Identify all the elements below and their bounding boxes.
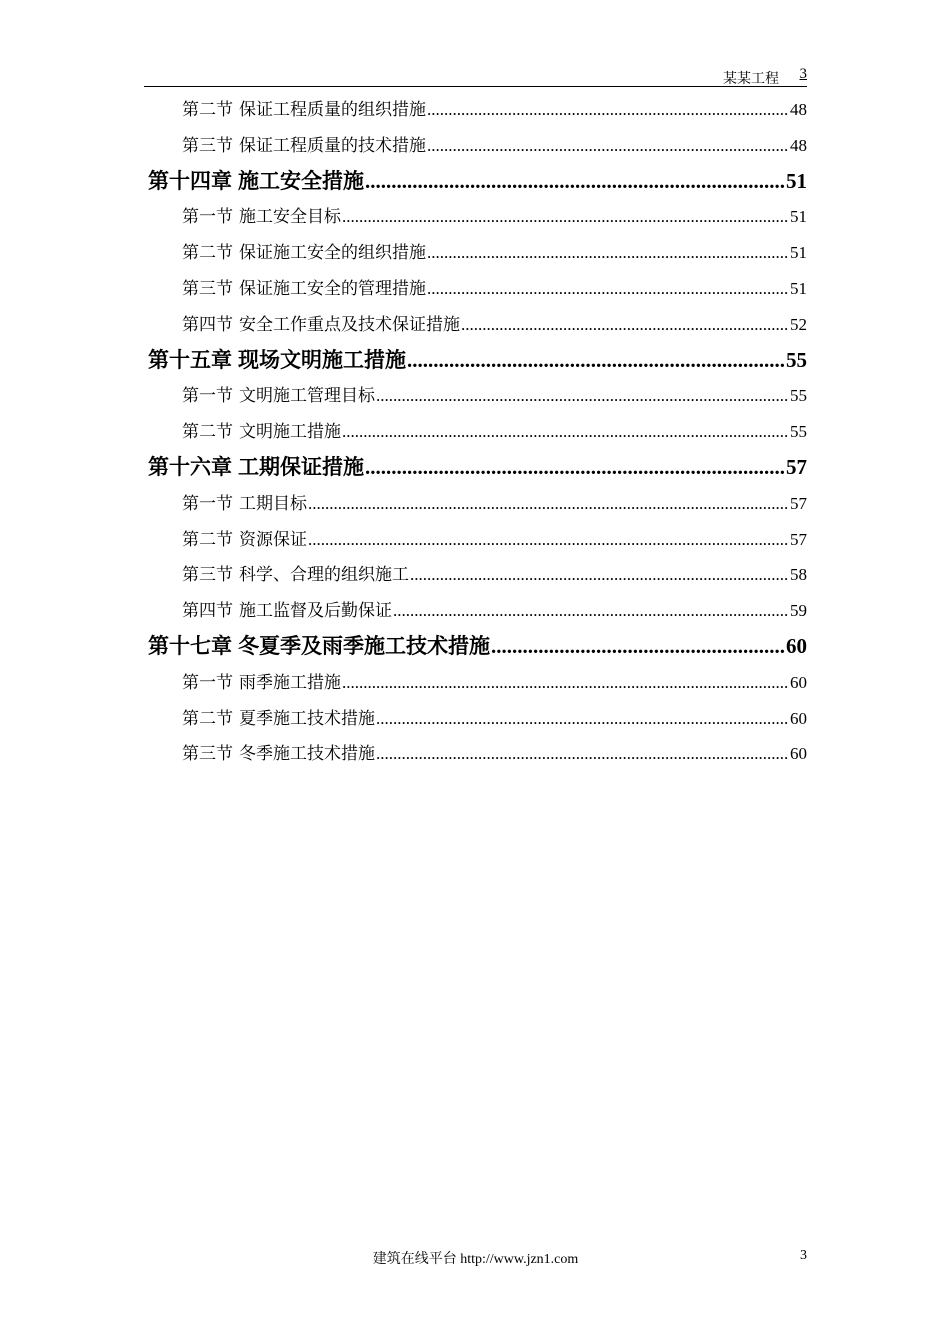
toc-entry-page: 60 (790, 672, 807, 692)
toc-section-entry[interactable] (144, 378, 807, 414)
toc-entry-number: 第十四章 (148, 168, 232, 193)
table-of-contents (144, 92, 807, 772)
toc-dot-leader (342, 199, 789, 235)
toc-entry-page: 55 (786, 347, 807, 372)
toc-section-entry[interactable] (144, 414, 807, 450)
toc-entry-page: 58 (790, 565, 807, 585)
toc-dot-leader (491, 629, 785, 665)
toc-dot-leader (342, 414, 789, 450)
toc-entry-label (178, 199, 341, 235)
toc-entry-number: 第四节 (182, 314, 233, 334)
toc-dot-leader (461, 307, 789, 343)
toc-entry-number: 第二节 (182, 529, 233, 549)
toc-entry-label (178, 557, 409, 593)
toc-entry-page: 52 (790, 314, 807, 334)
toc-entry-title: 保证施工安全的管理措施 (239, 278, 426, 298)
toc-dot-leader (376, 378, 789, 414)
toc-entry-page: 60 (790, 708, 807, 728)
toc-entry-number: 第二节 (182, 243, 233, 263)
toc-chapter-entry[interactable] (144, 629, 807, 665)
toc-entry-label (178, 92, 426, 128)
toc-entry-page: 51 (786, 168, 807, 193)
toc-entry-title: 保证工程质量的组织措施 (239, 100, 426, 119)
toc-entry-title: 资源保证 (239, 529, 307, 549)
toc-entry-page: 57 (786, 454, 807, 479)
toc-entry-number: 第十五章 (148, 347, 232, 372)
toc-dot-leader (308, 486, 789, 522)
toc-section-entry[interactable] (144, 522, 807, 558)
toc-entry-page: 48 (790, 135, 807, 155)
toc-dot-leader (376, 701, 789, 737)
toc-dot-leader (308, 522, 789, 558)
toc-dot-leader (427, 92, 789, 128)
toc-entry-title: 施工安全目标 (239, 207, 341, 227)
toc-entry-title: 施工监督及后勤保证 (239, 601, 392, 621)
toc-entry-title: 安全工作重点及技术保证措施 (239, 314, 460, 334)
toc-chapter-entry[interactable] (144, 343, 807, 379)
toc-entry-number: 第一节 (182, 386, 233, 406)
toc-section-entry[interactable] (144, 271, 807, 307)
toc-entry-title: 冬季施工技术措施 (239, 744, 375, 764)
toc-section-entry[interactable] (144, 557, 807, 593)
toc-entry-title: 工期目标 (239, 493, 307, 513)
toc-entry-number: 第三节 (182, 565, 233, 585)
toc-entry-label (144, 450, 364, 486)
header-page-number: 3 (799, 66, 807, 82)
footer-text: 建筑在线平台 http://www.jzn1.com (372, 1252, 579, 1267)
toc-chapter-entry[interactable] (144, 450, 807, 486)
toc-section-entry[interactable] (144, 128, 807, 164)
toc-entry-title: 保证工程质量的技术措施 (239, 135, 426, 155)
toc-entry-number: 第三节 (182, 278, 233, 298)
toc-entry-page: 57 (790, 529, 807, 549)
toc-entry-title: 雨季施工措施 (239, 672, 341, 692)
toc-entry-title: 文明施工管理目标 (239, 386, 375, 406)
toc-entry-title: 科学、合理的组织施工 (239, 565, 409, 585)
toc-entry-number: 第一节 (182, 672, 233, 692)
toc-section-entry[interactable] (144, 307, 807, 343)
toc-entry-title: 施工安全措施 (238, 168, 364, 193)
toc-section-entry[interactable] (144, 701, 807, 737)
toc-section-entry[interactable] (144, 665, 807, 701)
toc-entry-label (178, 128, 426, 164)
toc-dot-leader (427, 128, 789, 164)
toc-section-entry[interactable] (144, 92, 807, 128)
toc-entry-label (178, 307, 460, 343)
toc-dot-leader (427, 235, 789, 271)
toc-entry-number: 第十六章 (148, 454, 232, 479)
toc-entry-label (144, 629, 490, 665)
toc-dot-leader (410, 557, 789, 593)
toc-entry-number: 第一节 (182, 207, 233, 227)
toc-entry-title: 保证施工安全的组织措施 (239, 243, 426, 263)
toc-entry-page: 51 (790, 243, 807, 263)
page-header (144, 64, 807, 87)
toc-dot-leader (342, 665, 789, 701)
toc-entry-number: 第二节 (182, 422, 233, 442)
toc-entry-page: 59 (790, 601, 807, 621)
toc-section-entry[interactable] (144, 235, 807, 271)
toc-dot-leader (376, 736, 789, 772)
toc-entry-label (178, 522, 307, 558)
toc-entry-number: 第十七章 (148, 633, 232, 658)
toc-entry-number: 第一节 (182, 493, 233, 513)
toc-dot-leader (365, 164, 785, 200)
toc-entry-label (144, 164, 364, 200)
toc-entry-label (178, 378, 375, 414)
toc-entry-label (178, 665, 341, 701)
toc-entry-label (178, 593, 392, 629)
toc-section-entry[interactable] (144, 736, 807, 772)
toc-entry-page: 48 (790, 100, 807, 119)
toc-entry-page: 51 (790, 207, 807, 227)
toc-entry-page: 57 (790, 493, 807, 513)
toc-entry-title: 夏季施工技术措施 (239, 708, 375, 728)
toc-entry-title: 工期保证措施 (238, 454, 364, 479)
toc-entry-number: 第二节 (182, 100, 233, 119)
toc-entry-label (178, 235, 426, 271)
toc-entry-label (178, 486, 307, 522)
toc-entry-page: 60 (790, 744, 807, 764)
header-title: 某某工程 (723, 72, 779, 87)
toc-entry-number: 第四节 (182, 601, 233, 621)
toc-entry-title: 现场文明施工措施 (238, 347, 406, 372)
footer-page-number: 3 (800, 1248, 807, 1263)
toc-entry-title: 冬夏季及雨季施工技术措施 (238, 633, 490, 658)
toc-entry-label (178, 701, 375, 737)
toc-entry-page: 55 (790, 386, 807, 406)
toc-dot-leader (427, 271, 789, 307)
toc-entry-label (178, 736, 375, 772)
toc-entry-title: 文明施工措施 (239, 422, 341, 442)
toc-entry-number: 第三节 (182, 744, 233, 764)
toc-entry-page: 60 (786, 633, 807, 658)
toc-dot-leader (365, 450, 785, 486)
toc-chapter-entry[interactable] (144, 164, 807, 200)
toc-entry-label (178, 414, 341, 450)
toc-section-entry[interactable] (144, 593, 807, 629)
toc-entry-label (178, 271, 426, 307)
toc-entry-page: 51 (790, 278, 807, 298)
toc-entry-number: 第二节 (182, 708, 233, 728)
toc-entry-label (144, 343, 406, 379)
toc-section-entry[interactable] (144, 486, 807, 522)
toc-entry-page: 55 (790, 422, 807, 442)
toc-dot-leader (393, 593, 789, 629)
toc-dot-leader (407, 343, 785, 379)
toc-section-entry[interactable] (144, 199, 807, 235)
toc-entry-number: 第三节 (182, 135, 233, 155)
